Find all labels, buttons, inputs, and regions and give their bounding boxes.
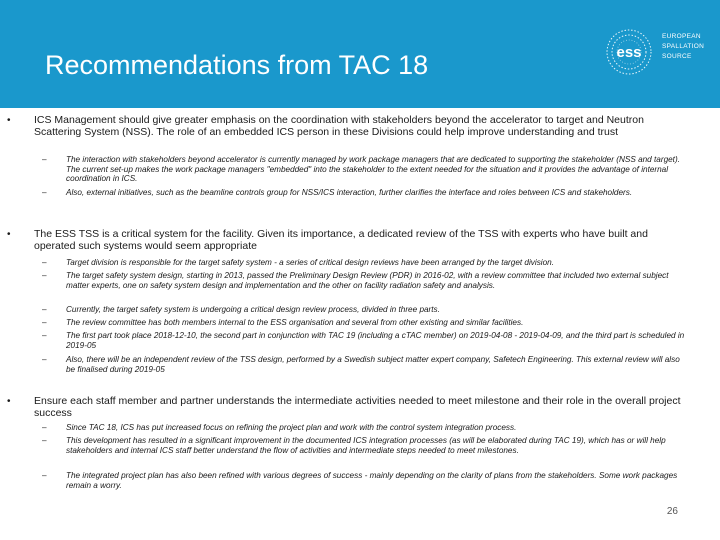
sub-glyph: – bbox=[42, 471, 47, 480]
bullet-glyph: • bbox=[7, 115, 11, 126]
sub-glyph: – bbox=[42, 423, 47, 432]
sub-glyph: – bbox=[42, 305, 47, 314]
sub-glyph: – bbox=[42, 331, 47, 340]
sub-bullet-text: Target division is responsible for the target safety system - a series of critical design reviews have been arranged by the target division. bbox=[66, 258, 555, 267]
sub-bullet-text: The target safety system design, starting in 2013, passed the Preliminary Design Review (PDR) in 2016-02, with a review committee that included two external subject matter experts, one on safety system design and implementation and the other on facility radiation safety and analysis. bbox=[66, 271, 669, 290]
sub-bullet bbox=[42, 423, 691, 433]
sub-glyph: – bbox=[42, 318, 47, 327]
sub-bullet-text: The first part took place 2018-12-10, the second part in conjunction with TAC 19 (including a cTAC member) on 2019-04-08 - 2019-04-09, and the third part is scheduled in 2019-05 bbox=[66, 331, 685, 350]
bullet-2 bbox=[7, 228, 684, 252]
sub-bullet bbox=[42, 318, 691, 328]
sub-glyph: – bbox=[42, 188, 47, 197]
slide-title: Recommendations from TAC 18 bbox=[45, 50, 429, 80]
sub-bullet bbox=[42, 155, 691, 184]
sub-bullet bbox=[42, 436, 691, 455]
sub-glyph: – bbox=[42, 355, 47, 364]
sub-bullet bbox=[42, 471, 691, 490]
sub-bullet-text: The review committee has both members internal to the ESS organisation and several from other existing and similar facilities. bbox=[66, 318, 524, 327]
sub-glyph: – bbox=[42, 258, 47, 267]
sub-bullet bbox=[42, 355, 691, 374]
sub-bullet-text: Also, external initiatives, such as the beamline controls group for NSS/ICS interaction, further clarifies the interface and roles between ICS and stakeholders. bbox=[66, 188, 633, 197]
sub-bullet bbox=[42, 305, 691, 315]
sub-bullet bbox=[42, 271, 691, 290]
sub-glyph: – bbox=[42, 436, 47, 445]
logo-line-3: SOURCE bbox=[662, 53, 692, 60]
sub-glyph: – bbox=[42, 271, 47, 280]
bullet-glyph: • bbox=[7, 396, 11, 407]
sub-bullet-text: Since TAC 18, ICS has put increased focus on refining the project plan and work with the control system integration process. bbox=[66, 423, 517, 432]
sub-bullet-text: Also, there will be an independent review of the TSS design, performed by a Swedish subject matter expert company, Safetech Engineering. This external review will also be finalised during 2019-05 bbox=[66, 355, 680, 374]
sub-bullet-text: Currently, the target safety system is undergoing a critical design review process, divided in three parts. bbox=[66, 305, 440, 314]
sub-bullet-text: This development has resulted in a significant improvement in the documented ICS integration processes (as will be elaborated during TAC 19), which has or will help stakeholders and internal ICS staff better understand the flow of activities and intermediate steps needed to meet milestones. bbox=[66, 436, 666, 455]
sub-bullet-text: The integrated project plan has also been refined with various degrees of success - mainly depending on the clarity of plans from the stakeholders. Some work packages remain a worry. bbox=[66, 471, 678, 490]
sub-bullet bbox=[42, 331, 691, 350]
bullet-text: ICS Management should give greater emphasis on the coordination with stakeholders beyond the accelerator to target and Neutron Scattering System (NSS). The role of an embedded ICS person in these Divisions could help improve understanding and trust bbox=[34, 114, 644, 138]
sub-bullet-text: The interaction with stakeholders beyond accelerator is currently managed by work package managers that are dedicated to supporting the stakeholder (NSS and target). The current set-up makes the work package managers "embedded" into the stakeholder to the extent needed for the situation and it provides the advantage of internal coordination in ICS. bbox=[66, 155, 680, 184]
sub-bullet bbox=[42, 258, 691, 268]
logo-line-1: EUROPEAN bbox=[662, 33, 701, 40]
bullet-glyph: • bbox=[7, 229, 11, 240]
logo-line-2: SPALLATION bbox=[662, 43, 705, 50]
sub-glyph: – bbox=[42, 155, 47, 164]
bullet-1 bbox=[7, 114, 684, 138]
page-number: 26 bbox=[666, 506, 678, 517]
bullet-text: The ESS TSS is a critical system for the facility. Given its importance, a dedicated review of the TSS with experts who have built and operated such systems would seem appropriate bbox=[34, 228, 648, 252]
bullet-3 bbox=[7, 395, 684, 419]
bullet-text: Ensure each staff member and partner understands the intermediate activities needed to meet milestone and their role in the overall project success bbox=[34, 395, 681, 419]
logo-mark: ess bbox=[616, 44, 642, 61]
sub-bullet bbox=[42, 188, 691, 198]
